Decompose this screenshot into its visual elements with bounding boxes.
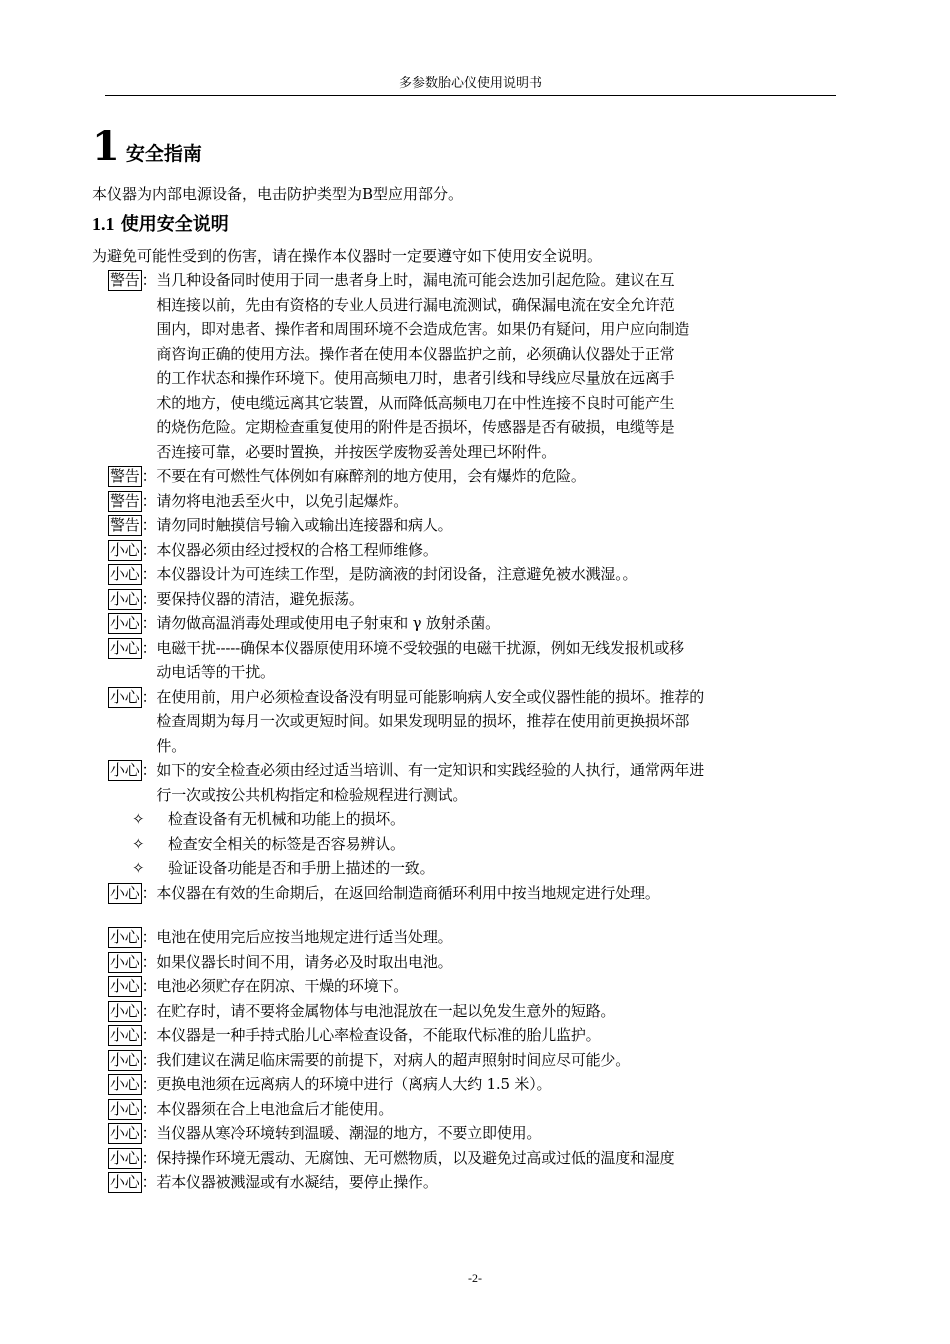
intro-paragraph: 本仪器为内部电源设备，电击防护类型为B型应用部分。 bbox=[92, 185, 464, 203]
bullet-item bbox=[108, 832, 868, 857]
warning-tag: 警告 bbox=[110, 491, 140, 510]
tag-colon: ： bbox=[141, 1148, 157, 1167]
note-text bbox=[156, 464, 868, 489]
caution-tag: 小心 bbox=[110, 1050, 140, 1069]
tag-colon: ： bbox=[141, 589, 157, 608]
spacer bbox=[108, 905, 868, 925]
note-line: 商咨询正确的使用方法。操作者在使用本仪器监护之前，必须确认仪器处于正常 bbox=[156, 344, 675, 363]
caution-tag: 小心 bbox=[110, 565, 140, 583]
note-text bbox=[156, 268, 868, 464]
chapter-number: 1 bbox=[92, 123, 120, 170]
caution-tag: 小心 bbox=[110, 928, 140, 946]
diamond-bullet-icon: ✧ bbox=[132, 859, 145, 877]
note-line: 本仪器是一种手持式胎儿心率检查设备，不能取代标准的胎儿监护。 bbox=[156, 1026, 601, 1044]
note-text bbox=[156, 538, 868, 563]
note-text bbox=[156, 925, 868, 950]
caution-tag: 小心 bbox=[110, 977, 140, 995]
caution-tag: 小心 bbox=[110, 1148, 140, 1167]
note-line: 本仪器在有效的生命期后，在返回给制造商循环利用中按当地规定进行处理。 bbox=[156, 883, 660, 902]
caution-note bbox=[108, 1170, 868, 1195]
chapter-heading bbox=[92, 124, 202, 170]
caution-tag: 小心 bbox=[110, 687, 140, 706]
note-line: 本仪器设计为可连续工作型，是防滴液的封闭设备，注意避免被水溅湿。。 bbox=[156, 565, 638, 583]
diamond-bullet-icon: ✧ bbox=[132, 834, 145, 853]
caution-note bbox=[108, 1048, 868, 1073]
caution-tag: 小心 bbox=[110, 614, 140, 632]
note-line: 如下的安全检查必须由经过适当培训、有一定知识和实践经验的人执行，通常两年进 bbox=[156, 761, 705, 779]
note-line: 当几种设备同时使用于同一患者身上时，漏电流可能会迭加引起危险。建议在互 bbox=[156, 271, 675, 289]
note-text bbox=[156, 611, 868, 636]
note-line: 的工作状态和操作环境下。使用高频电刀时，患者引线和导线应尽量放在远离手 bbox=[156, 369, 675, 387]
note-line: 当仪器从寒冷环境转到温暖、潮湿的地方，不要立即使用。 bbox=[156, 1124, 542, 1142]
section-number: 1.1 bbox=[92, 214, 115, 234]
note-line: 否连接可靠，必要时置换，并按医学废物妥善处理已坏附件。 bbox=[156, 442, 557, 461]
note-line: 件。 bbox=[156, 736, 187, 755]
notes-group-c bbox=[108, 925, 868, 1195]
note-line: 检查周期为每月一次或更短时间。如果发现明显的损坏，推荐在使用前更换损坏部 bbox=[156, 712, 690, 730]
note-line: 若本仪器被溅湿或有水凝结，要停止操作。 bbox=[156, 1173, 438, 1191]
tag-colon: ： bbox=[141, 1075, 157, 1093]
caution-note bbox=[108, 881, 868, 906]
caution-note bbox=[108, 758, 868, 807]
caution-note bbox=[108, 999, 868, 1024]
bullet-item bbox=[108, 807, 868, 832]
check-bullet-list bbox=[108, 807, 868, 881]
bullet-text: 检查安全相关的标签是否容易辨认。 bbox=[168, 834, 405, 853]
caution-note bbox=[108, 950, 868, 975]
caution-note bbox=[108, 925, 868, 950]
note-line: 电池必须贮存在阴凉、干燥的环境下。 bbox=[156, 977, 409, 995]
note-text bbox=[156, 1048, 868, 1073]
note-text bbox=[156, 1170, 868, 1195]
note-line: 电池在使用完后应按当地规定进行适当处理。 bbox=[156, 928, 453, 946]
page-number: -2- bbox=[468, 1271, 482, 1285]
note-line: 在贮存时，请不要将金属物体与电池混放在一起以免发生意外的短路。 bbox=[156, 1001, 616, 1020]
caution-tag: 小心 bbox=[110, 1026, 140, 1044]
note-text bbox=[156, 587, 868, 612]
tag-colon: ： bbox=[141, 761, 157, 779]
note-text bbox=[156, 1023, 868, 1048]
note-line: 动电话等的干扰。 bbox=[156, 663, 275, 681]
note-line: 在使用前，用户必须检查设备没有明显可能影响病人安全或仪器性能的损坏。推荐的 bbox=[156, 687, 705, 706]
caution-note bbox=[108, 1121, 868, 1146]
tag-colon: ： bbox=[141, 1173, 157, 1191]
note-line: 请勿同时触摸信号输入或输出连接器和病人。 bbox=[156, 516, 453, 534]
note-line: 相连接以前，先由有资格的专业人员进行漏电流测试，确保漏电流在安全允许范 bbox=[156, 295, 675, 314]
note-text bbox=[156, 758, 868, 807]
warning-note bbox=[108, 464, 868, 489]
caution-note bbox=[108, 1072, 868, 1097]
note-text bbox=[156, 562, 868, 587]
warning-tag: 警告 bbox=[110, 271, 140, 289]
caution-tag: 小心 bbox=[110, 1075, 140, 1093]
caution-tag: 小心 bbox=[110, 883, 140, 902]
note-line: 电磁干扰-----确保本仪器原使用环境不受较强的电磁干扰源，例如无线发报机或移 bbox=[156, 638, 684, 657]
caution-tag: 小心 bbox=[110, 589, 140, 608]
caution-note bbox=[108, 1023, 868, 1048]
warning-tag: 警告 bbox=[110, 467, 140, 485]
caution-note bbox=[108, 587, 868, 612]
caution-note bbox=[108, 1146, 868, 1171]
note-text bbox=[156, 881, 868, 906]
tag-colon: ： bbox=[141, 540, 157, 559]
caution-note bbox=[108, 974, 868, 999]
tag-colon: ： bbox=[141, 1099, 157, 1118]
caution-note bbox=[108, 636, 868, 685]
tag-colon: ： bbox=[141, 638, 157, 657]
note-line: 的烧伤危险。定期检查重复使用的附件是否损坏，传感器是否有破损，电缆等是 bbox=[156, 418, 675, 436]
warning-tag: 警告 bbox=[110, 516, 140, 534]
note-text bbox=[156, 513, 868, 538]
section-title: 使用安全说明 bbox=[120, 214, 229, 235]
caution-tag: 小心 bbox=[110, 1173, 140, 1191]
caution-tag: 小心 bbox=[110, 1001, 140, 1020]
bullet-item bbox=[108, 856, 868, 881]
note-line: 更换电池须在远离病人的环境中进行（离病人大约 1.5 米）。 bbox=[156, 1075, 552, 1093]
caution-tag: 小心 bbox=[110, 761, 140, 779]
caution-tag: 小心 bbox=[110, 540, 140, 559]
caution-tag: 小心 bbox=[110, 1124, 140, 1142]
tag-colon: ： bbox=[141, 271, 157, 289]
tag-colon: ： bbox=[141, 467, 157, 485]
note-line: 要保持仪器的清洁，避免振荡。 bbox=[156, 589, 364, 608]
caution-note bbox=[108, 562, 868, 587]
tag-colon: ： bbox=[141, 687, 157, 706]
tag-colon: ： bbox=[141, 1050, 157, 1069]
warning-note bbox=[108, 489, 868, 514]
note-line: 我们建议在满足临床需要的前提下，对病人的超声照射时间应尽可能少。 bbox=[156, 1050, 631, 1069]
tag-colon: ： bbox=[141, 491, 157, 510]
bullet-text: 验证设备功能是否和手册上描述的一致。 bbox=[168, 859, 435, 877]
note-text bbox=[156, 974, 868, 999]
note-line: 本仪器必须由经过授权的合格工程师维修。 bbox=[156, 540, 438, 559]
caution-note bbox=[108, 538, 868, 563]
section-heading bbox=[92, 210, 229, 239]
note-line: 如果仪器长时间不用，请务必及时取出电池。 bbox=[156, 952, 453, 971]
tag-colon: ： bbox=[141, 1124, 157, 1142]
page-header: 多参数胎心仪使用说明书 bbox=[105, 76, 836, 96]
caution-note bbox=[108, 611, 868, 636]
note-text bbox=[156, 1121, 868, 1146]
note-text bbox=[156, 1146, 868, 1171]
note-line: 保持操作环境无震动、无腐蚀、无可燃物质，以及避免过高或过低的温度和湿度 bbox=[156, 1148, 675, 1167]
tag-colon: ： bbox=[141, 1001, 157, 1020]
tag-colon: ： bbox=[141, 516, 157, 534]
note-line: 本仪器须在合上电池盒后才能使用。 bbox=[156, 1099, 394, 1118]
note-line: 术的地方，使电缆远离其它装置，从而降低高频电刀在中性连接不良时可能产生 bbox=[156, 393, 675, 412]
bullet-text: 检查设备有无机械和功能上的损坏。 bbox=[168, 810, 405, 828]
notes-group-b bbox=[108, 881, 868, 906]
tag-colon: ： bbox=[141, 565, 157, 583]
note-line: 请勿做高温消毒处理或使用电子射束和 γ 放射杀菌。 bbox=[156, 614, 500, 632]
note-line: 行一次或按公共机构指定和检验规程进行测试。 bbox=[156, 785, 468, 804]
note-text bbox=[156, 950, 868, 975]
diamond-bullet-icon: ✧ bbox=[132, 810, 145, 828]
note-text bbox=[156, 685, 868, 759]
note-text bbox=[156, 489, 868, 514]
tag-colon: ： bbox=[141, 977, 157, 995]
caution-tag: 小心 bbox=[110, 638, 140, 657]
caution-note bbox=[108, 685, 868, 759]
warning-note bbox=[108, 268, 868, 464]
notes-group-a bbox=[108, 268, 868, 807]
caution-tag: 小心 bbox=[110, 952, 140, 971]
note-text bbox=[156, 1097, 868, 1122]
safety-notes bbox=[108, 268, 868, 1195]
tag-colon: ： bbox=[141, 1026, 157, 1044]
caution-note bbox=[108, 1097, 868, 1122]
tag-colon: ： bbox=[141, 614, 157, 632]
note-text bbox=[156, 636, 868, 685]
caution-tag: 小心 bbox=[110, 1099, 140, 1118]
chapter-title: 安全指南 bbox=[125, 143, 202, 165]
note-text bbox=[156, 999, 868, 1024]
warning-note bbox=[108, 513, 868, 538]
lead-paragraph: 为避免可能性受到的伤害，请在操作本仪器时一定要遵守如下使用安全说明。 bbox=[92, 247, 603, 265]
tag-colon: ： bbox=[141, 928, 157, 946]
note-text bbox=[156, 1072, 868, 1097]
tag-colon: ： bbox=[141, 883, 157, 902]
note-line: 围内，即对患者、操作者和周围环境不会造成危害。如果仍有疑问，用户应向制造 bbox=[156, 320, 690, 338]
note-line: 不要在有可燃性气体例如有麻醉剂的地方使用，会有爆炸的危险。 bbox=[156, 467, 586, 485]
tag-colon: ： bbox=[141, 952, 157, 971]
note-line: 请勿将电池丢至火中，以免引起爆炸。 bbox=[156, 491, 409, 510]
